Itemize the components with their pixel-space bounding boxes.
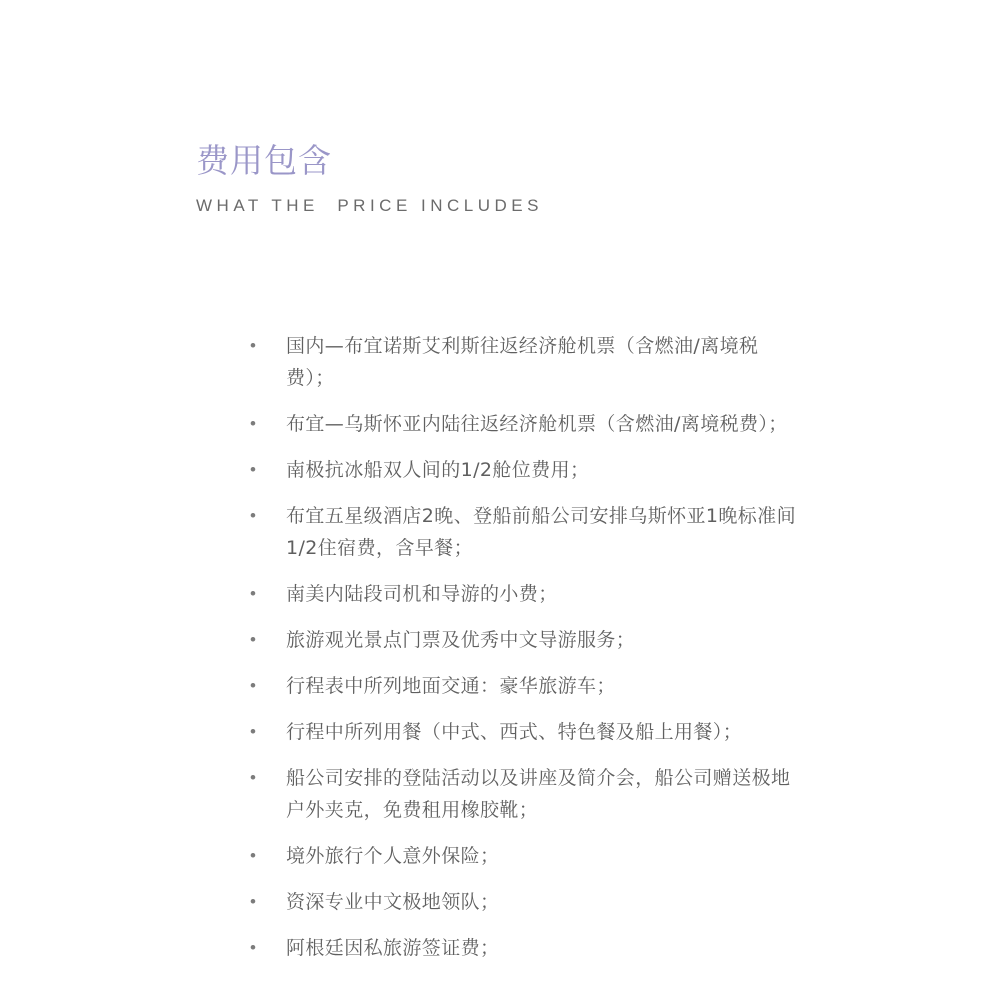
list-item [238,932,798,964]
bullet-icon: • [250,676,256,695]
bullet-icon: • [250,768,256,787]
list-item [238,578,798,610]
list-item [238,840,798,872]
list-item-label: 行程表中所列地面交通：豪华旅游车； [286,675,616,697]
bullet-icon: • [250,414,256,433]
list-item [238,408,798,440]
inclusions-list [238,330,798,978]
list-item [238,762,798,826]
bullet-icon: • [250,460,256,479]
bullet-icon: • [250,584,256,603]
bullet-icon: • [250,722,256,741]
page-subtitle: WHAT THE PRICE INCLUDES [196,196,543,215]
list-item [238,454,798,486]
list-item [238,330,798,394]
list-item-label: 阿根廷因私旅游签证费； [286,937,500,959]
list-item-label: 布宜五星级酒店2晚、登船前船公司安排乌斯怀亚1晚标准间1/2住宿费，含早餐； [286,505,796,559]
list-item [238,670,798,702]
bullet-icon: • [250,630,256,649]
bullet-icon: • [250,892,256,911]
list-item-label: 布宜—乌斯怀亚内陆往返经济舱机票（含燃油/离境税费）； [286,413,788,435]
bullet-icon: • [250,938,256,957]
list-item-label: 南极抗冰船双人间的1/2舱位费用； [286,459,590,481]
list-item-label: 南美内陆段司机和导游的小费； [286,583,558,605]
list-item-label: 资深专业中文极地领队； [286,891,500,913]
list-item [238,886,798,918]
list-item-label: 旅游观光景点门票及优秀中文导游服务； [286,629,636,651]
section-header [196,140,896,216]
bullet-icon: • [250,846,256,865]
list-item [238,500,798,564]
bullet-icon: • [250,506,256,525]
list-item [238,716,798,748]
list-item [238,624,798,656]
list-item-label: 船公司安排的登陆活动以及讲座及简介会，船公司赠送极地户外夹克，免费租用橡胶靴； [286,767,791,821]
bullet-icon: • [250,336,256,355]
page-title: 费用包含 [196,141,332,180]
list-item-label: 境外旅行个人意外保险； [286,845,500,867]
list-item-label: 行程中所列用餐（中式、西式、特色餐及船上用餐）； [286,721,743,743]
list-item-label: 国内—布宜诺斯艾利斯往返经济舱机票（含燃油/离境税费）； [286,335,759,389]
